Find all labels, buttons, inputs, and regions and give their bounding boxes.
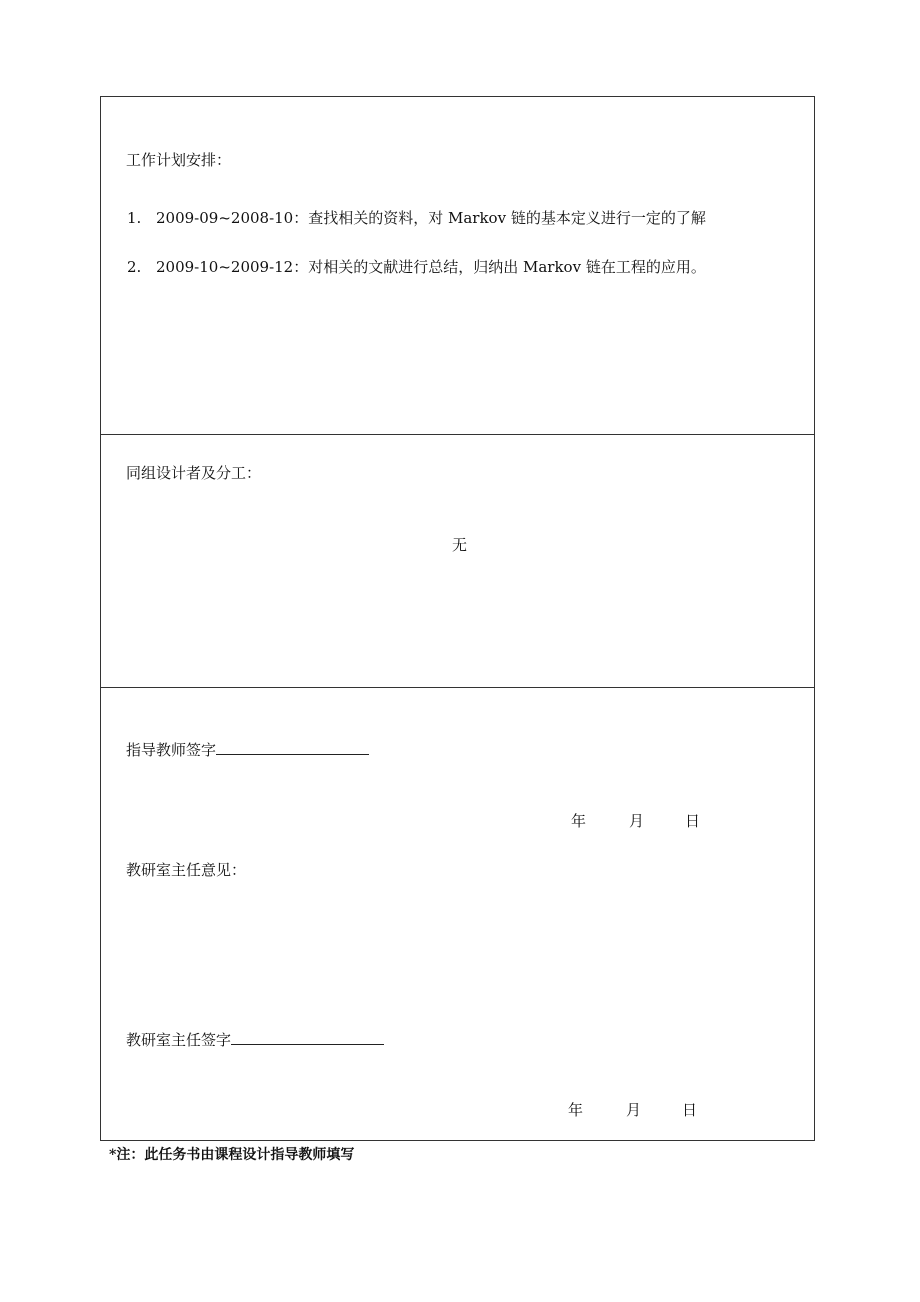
- advisor-date-month: 月: [629, 812, 645, 830]
- group-designers-heading: 同组设计者及分工：: [126, 464, 262, 482]
- advisor-date-year: 年: [571, 812, 587, 830]
- director-signature-label: 教研室主任签字: [126, 1031, 232, 1049]
- advisor-date: [571, 812, 700, 830]
- work-plan-item-2: 2009-10~2009-12：对相关的文献进行总结，归纳出 Markov 链在工程的应用。: [156, 258, 706, 276]
- advisor-signature-line: [216, 740, 369, 755]
- footnote: *注：此任务书由课程设计指导教师填写: [109, 1147, 355, 1163]
- director-date-month: 月: [626, 1101, 642, 1119]
- director-date-day: 日: [682, 1101, 698, 1119]
- work-plan-item-2-number: 2.: [127, 258, 142, 276]
- director-date-year: 年: [568, 1101, 584, 1119]
- director-date: [568, 1101, 697, 1119]
- work-plan-item-1-number: 1.: [127, 209, 142, 227]
- work-plan-item-1: 2009-09~2008-10：查找相关的资料，对 Markov 链的基本定义进行一定的了解: [156, 209, 706, 227]
- group-designers-section: [100, 434, 815, 688]
- director-opinion-label: 教研室主任意见：: [126, 861, 247, 879]
- director-signature-field: [126, 1030, 384, 1049]
- approval-section: [100, 687, 815, 1141]
- advisor-signature-field: [126, 740, 369, 759]
- work-plan-heading: 工作计划安排：: [126, 151, 232, 169]
- advisor-date-day: 日: [685, 812, 701, 830]
- director-signature-line: [231, 1030, 384, 1045]
- work-plan-section: [100, 96, 815, 435]
- group-designers-value: 无: [452, 536, 468, 554]
- advisor-signature-label: 指导教师签字: [126, 741, 217, 759]
